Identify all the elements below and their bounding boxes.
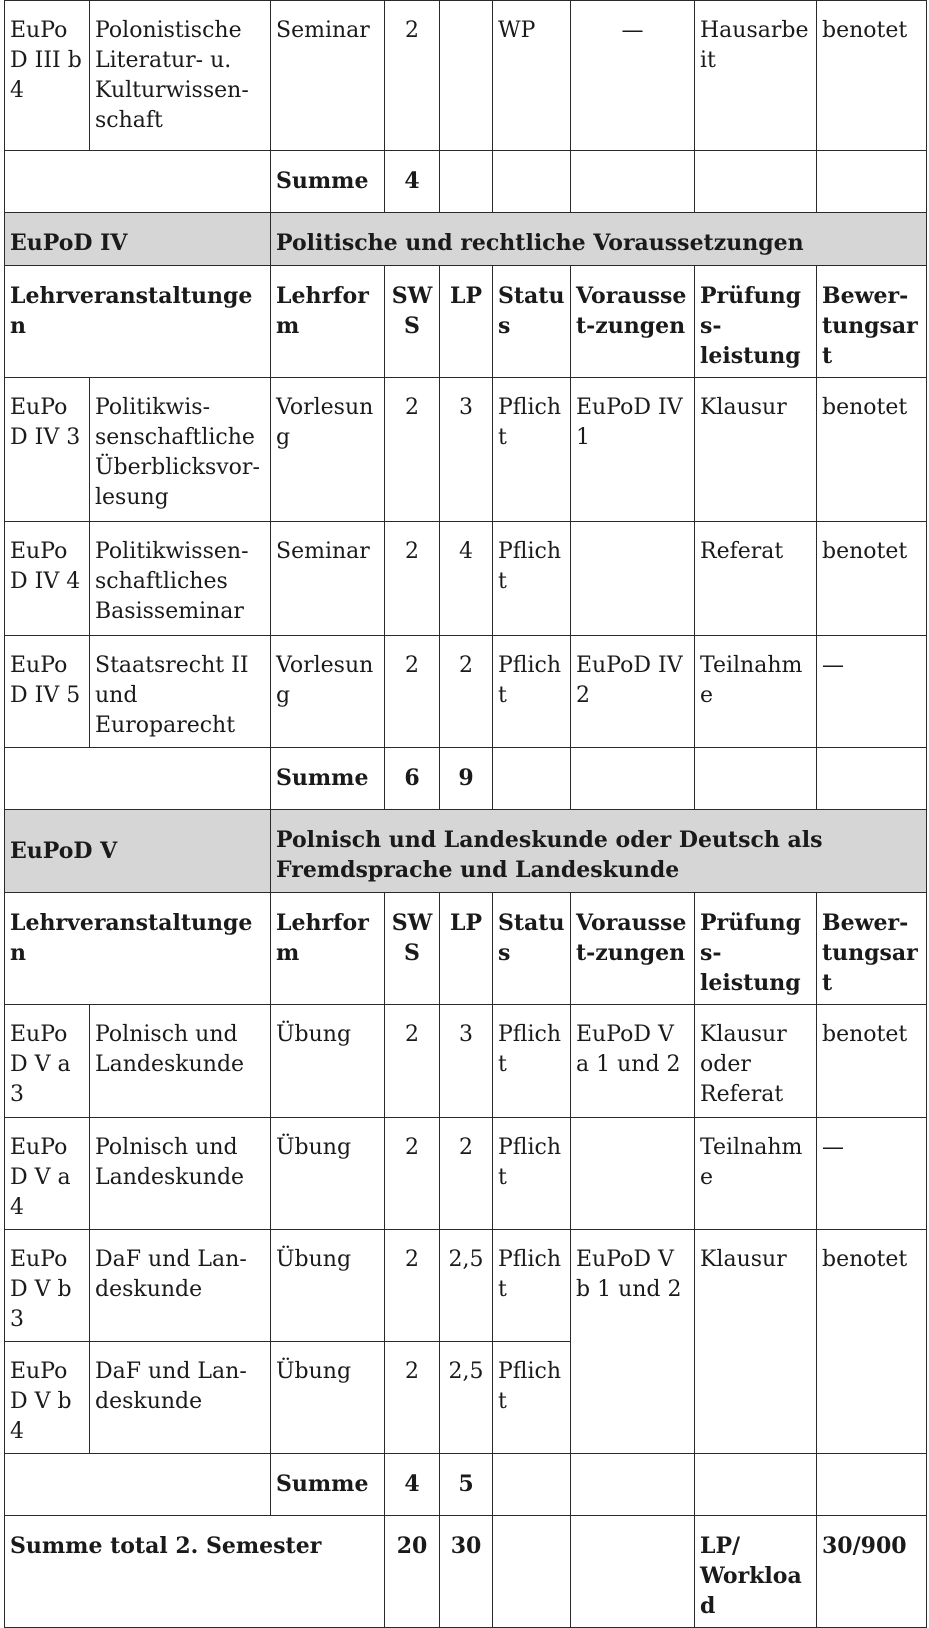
sum-label: Summe: [271, 151, 385, 213]
table-row: [5, 1005, 927, 1118]
sws-value: 2: [385, 1230, 440, 1342]
sum-spacer: [5, 748, 271, 810]
module-table: [4, 0, 927, 1628]
header-pruefungsleistung: Prüfungs-leistung: [695, 266, 817, 378]
lp-value: 3: [440, 378, 493, 522]
teaching-form: Seminar: [271, 522, 385, 636]
empty-cell: [695, 1454, 817, 1516]
table-row: [5, 1, 927, 151]
empty-cell: [493, 1454, 571, 1516]
column-header-row: [5, 893, 927, 1005]
module-code: EuPoD V b 3: [5, 1230, 90, 1342]
empty-cell: [817, 1454, 927, 1516]
sum-row: [5, 1454, 927, 1516]
course-title: Polnisch und Landeskunde: [90, 1005, 271, 1118]
grading-value: —: [817, 636, 927, 748]
empty-cell: [571, 151, 695, 213]
status-value: Pflicht: [493, 1230, 571, 1342]
grading-value: benotet: [817, 1005, 927, 1118]
section-title: Politische und rechtliche Voraussetzungen: [271, 213, 927, 266]
column-header-row: [5, 266, 927, 378]
sws-value: 2: [385, 522, 440, 636]
exam-value: Teilnahme: [695, 636, 817, 748]
status-value: Pflicht: [493, 522, 571, 636]
module-code: EuPoD V a 3: [5, 1005, 90, 1118]
empty-cell: [493, 748, 571, 810]
status-value: Pflicht: [493, 378, 571, 522]
sws-value: 2: [385, 1, 440, 151]
section-code: EuPoD IV: [5, 213, 271, 266]
prerequisite-value: [571, 522, 695, 636]
sum-row: [5, 151, 927, 213]
exam-value: Hausarbeit: [695, 1, 817, 151]
header-pruefungsleistung: Prüfungs-leistung: [695, 893, 817, 1005]
header-status: Status: [493, 893, 571, 1005]
grading-value: benotet: [817, 1230, 927, 1454]
header-lp: LP: [440, 893, 493, 1005]
module-code: EuPoD IV 3: [5, 378, 90, 522]
exam-value: Klausur: [695, 378, 817, 522]
sum-sws: 4: [385, 1454, 440, 1516]
empty-cell: [817, 748, 927, 810]
lp-value: 3: [440, 1005, 493, 1118]
module-code: EuPoD III b 4: [5, 1, 90, 151]
total-row: [5, 1516, 927, 1628]
sws-value: 2: [385, 636, 440, 748]
section-title: Polnisch und Landeskunde oder Deutsch als Fremdsprache und Landeskunde: [271, 810, 927, 893]
section-code: EuPoD V: [5, 810, 271, 893]
empty-cell: [493, 1516, 571, 1628]
header-voraussetzungen: Vorausset-zungen: [571, 266, 695, 378]
lp-value: [440, 1, 493, 151]
module-code: EuPoD IV 4: [5, 522, 90, 636]
header-bewertungsart: Bewer-tungsart: [817, 266, 927, 378]
status-value: Pflicht: [493, 636, 571, 748]
header-sws: SWS: [385, 266, 440, 378]
table-row: [5, 1118, 927, 1230]
prerequisite-value: —: [571, 1, 695, 151]
empty-cell: [493, 151, 571, 213]
sum-sws: 6: [385, 748, 440, 810]
lp-value: 2,5: [440, 1230, 493, 1342]
header-lehrveranstaltungen: Lehrveranstaltungen: [5, 893, 271, 1005]
empty-cell: [571, 1516, 695, 1628]
lp-value: 4: [440, 522, 493, 636]
header-sws: SWS: [385, 893, 440, 1005]
total-sws: 20: [385, 1516, 440, 1628]
sws-value: 2: [385, 1118, 440, 1230]
prerequisite-value: [571, 1118, 695, 1230]
teaching-form: Übung: [271, 1005, 385, 1118]
teaching-form: Übung: [271, 1230, 385, 1342]
workload-value: 30/900: [817, 1516, 927, 1628]
grading-value: benotet: [817, 378, 927, 522]
header-bewertungsart: Bewer-tungsart: [817, 893, 927, 1005]
teaching-form: Vorlesung: [271, 378, 385, 522]
sum-spacer: [5, 1454, 271, 1516]
sum-row: [5, 748, 927, 810]
grading-value: benotet: [817, 522, 927, 636]
empty-cell: [695, 748, 817, 810]
empty-cell: [817, 151, 927, 213]
status-value: Pflicht: [493, 1005, 571, 1118]
sws-value: 2: [385, 378, 440, 522]
empty-cell: [695, 151, 817, 213]
module-code: EuPoD V b 4: [5, 1342, 90, 1454]
teaching-form: Übung: [271, 1118, 385, 1230]
exam-value: Referat: [695, 522, 817, 636]
table-row: [5, 1230, 927, 1342]
teaching-form: Vorlesung: [271, 636, 385, 748]
prerequisite-value: EuPoD IV 2: [571, 636, 695, 748]
status-value: WP: [493, 1, 571, 151]
teaching-form: Übung: [271, 1342, 385, 1454]
prerequisite-value: EuPoD IV 1: [571, 378, 695, 522]
table-row: [5, 636, 927, 748]
header-status: Status: [493, 266, 571, 378]
course-title: Staatsrecht II und Europarecht: [90, 636, 271, 748]
course-title: Polnisch und Landeskunde: [90, 1118, 271, 1230]
exam-value: Klausur: [695, 1230, 817, 1454]
lp-value: 2: [440, 1118, 493, 1230]
sum-label: Summe: [271, 1454, 385, 1516]
table-row: [5, 378, 927, 522]
header-lehrform: Lehrform: [271, 893, 385, 1005]
exam-value: Klausur oder Referat: [695, 1005, 817, 1118]
empty-cell: [571, 748, 695, 810]
header-lp: LP: [440, 266, 493, 378]
prerequisite-value: EuPoD V b 1 und 2: [571, 1230, 695, 1454]
header-voraussetzungen: Vorausset-zungen: [571, 893, 695, 1005]
lp-value: 2,5: [440, 1342, 493, 1454]
header-lehrform: Lehrform: [271, 266, 385, 378]
table-row: [5, 522, 927, 636]
sum-label: Summe: [271, 748, 385, 810]
status-value: Pflicht: [493, 1342, 571, 1454]
sws-value: 2: [385, 1005, 440, 1118]
course-title: Polonistische Literatur- u. Kulturwissen-schaft: [90, 1, 271, 151]
status-value: Pflicht: [493, 1118, 571, 1230]
sum-spacer: [5, 151, 271, 213]
section-header-row: [5, 213, 927, 266]
sum-lp: 9: [440, 748, 493, 810]
prerequisite-value: EuPoD V a 1 und 2: [571, 1005, 695, 1118]
exam-value: Teilnahme: [695, 1118, 817, 1230]
course-title: DaF und Lan-deskunde: [90, 1342, 271, 1454]
sum-sws: 4: [385, 151, 440, 213]
teaching-form: Seminar: [271, 1, 385, 151]
course-title: Politikwissen-schaftliches Basisseminar: [90, 522, 271, 636]
grading-value: benotet: [817, 1, 927, 151]
total-label: Summe total 2. Semester: [5, 1516, 385, 1628]
header-lehrveranstaltungen: Lehrveranstaltungen: [5, 266, 271, 378]
total-lp: 30: [440, 1516, 493, 1628]
course-title: DaF und Lan-deskunde: [90, 1230, 271, 1342]
grading-value: —: [817, 1118, 927, 1230]
section-header-row: [5, 810, 927, 893]
module-code: EuPoD IV 5: [5, 636, 90, 748]
module-code: EuPoD V a 4: [5, 1118, 90, 1230]
sws-value: 2: [385, 1342, 440, 1454]
sum-lp: 5: [440, 1454, 493, 1516]
empty-cell: [571, 1454, 695, 1516]
workload-label: LP/ Workload: [695, 1516, 817, 1628]
sum-lp: [440, 151, 493, 213]
course-title: Politikwis-senschaftliche Überblicksvor-lesung: [90, 378, 271, 522]
lp-value: 2: [440, 636, 493, 748]
